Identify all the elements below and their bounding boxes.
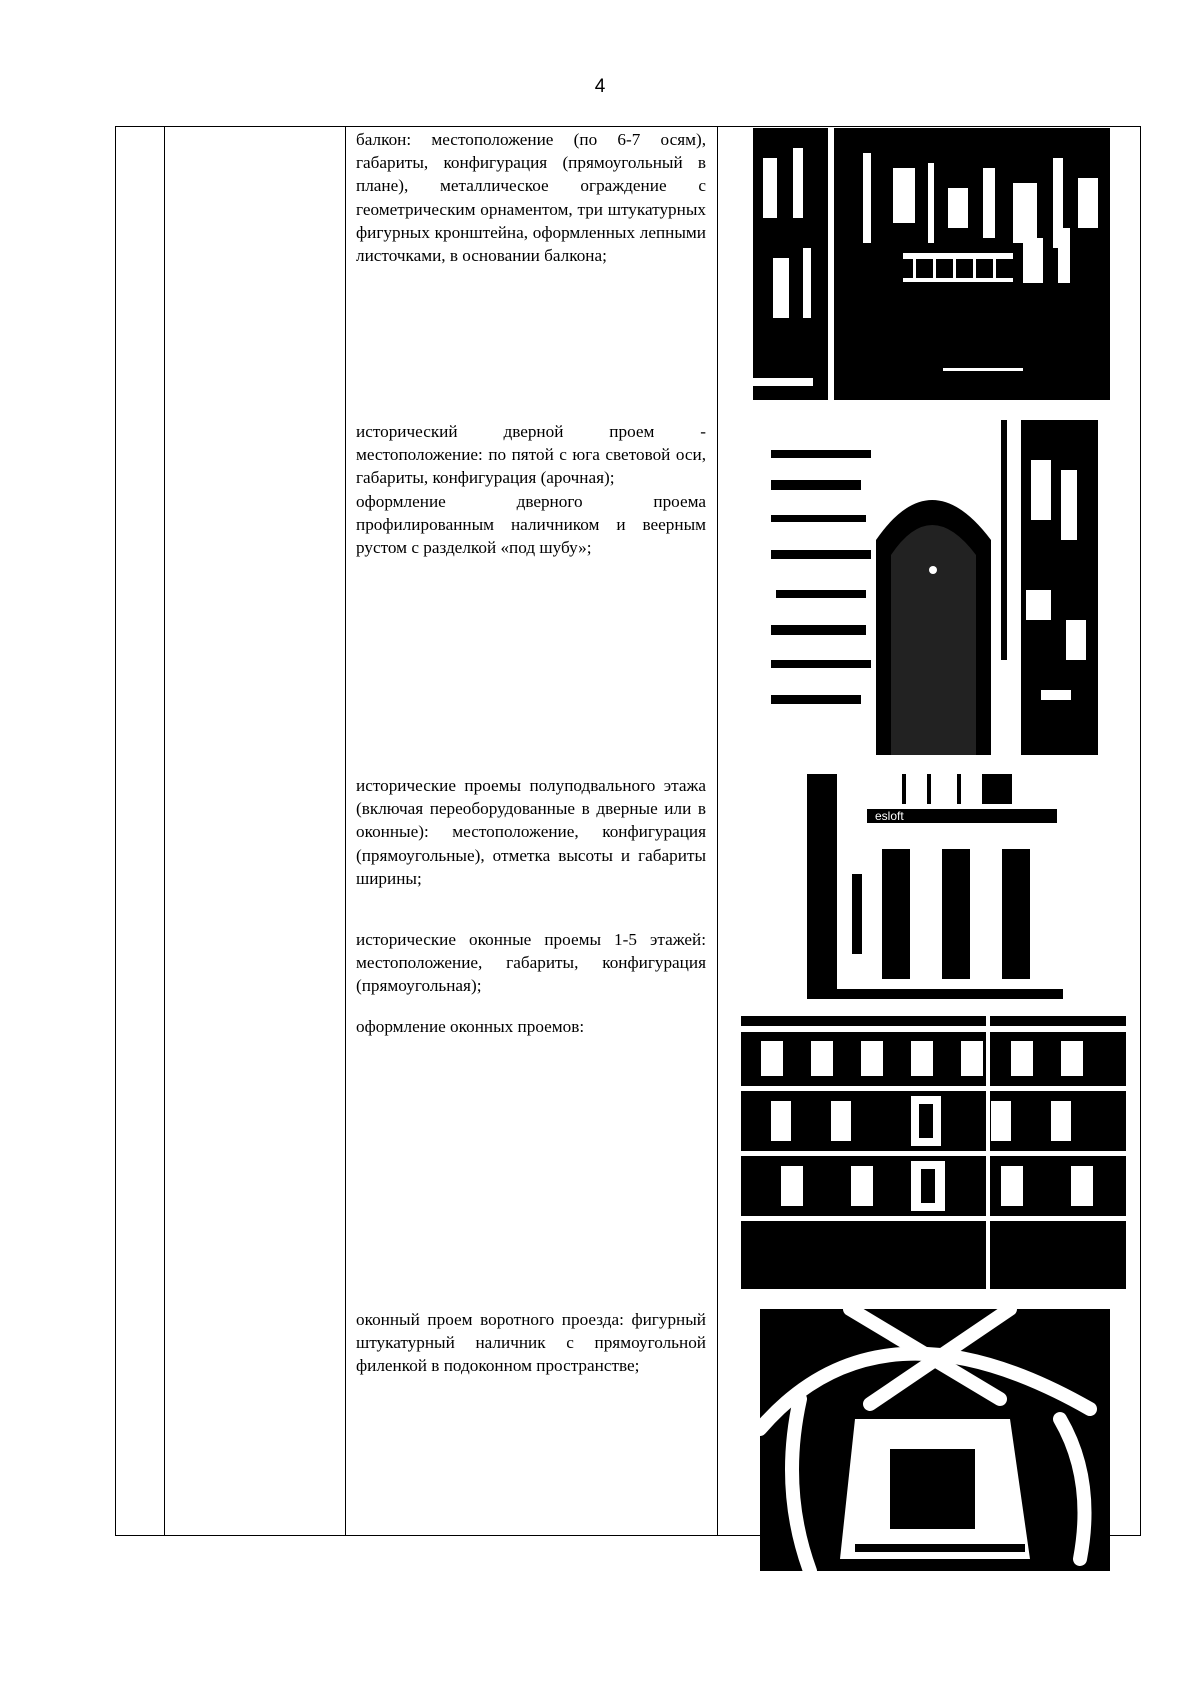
text-window-decor — [356, 1015, 706, 1038]
paragraph: оформление оконных проемов: — [356, 1017, 585, 1036]
paragraph: оконный проем воротного проезда: фигурный штукатурный наличник с прямоугольной филенкой в подоконном пространстве; — [356, 1310, 706, 1376]
paragraph: исторические оконные проемы 1-5 этажей: местоположение, габариты, конфигурация (прямоугольная); — [356, 930, 706, 996]
storefront-sign: esloft — [875, 809, 904, 823]
page-number: 4 — [594, 76, 606, 97]
photo-gate-window — [760, 1309, 1110, 1571]
text-balcony — [356, 128, 706, 267]
column-divider — [345, 126, 346, 1536]
photo-window-decor — [741, 1016, 1126, 1289]
column-divider — [717, 126, 718, 1536]
column-divider — [164, 126, 165, 1536]
paragraph: исторические проемы полуподвального этажа (включая переоборудованные в дверные или в оконные): местоположение, конфигурация (прямоугольные), отметка высоты и габариты ширины; — [356, 776, 706, 888]
photo-balcony — [753, 128, 1110, 400]
text-doorway — [356, 420, 706, 559]
text-windows — [356, 928, 706, 998]
text-basement — [356, 774, 706, 890]
text-gate-window — [356, 1308, 706, 1378]
photo-basement-openings — [807, 774, 1063, 999]
photo-arched-doorway — [771, 420, 1098, 755]
paragraph: исторический дверной проем - местоположение: по пятой с юга световой оси, габариты, конфигурация (арочная); — [356, 422, 706, 488]
paragraph: балкон: местоположение (по 6-7 осям), габариты, конфигурация (прямоугольный в плане), металлическое ограждение с геометрическим орнаментом, три штукатурных фигурных кронштейна, оформленных лепными листочками, в основании балкона; — [356, 130, 706, 266]
paragraph: оформление дверного проема профилированным наличником и веерным рустом с разделкой «под шубу»; — [356, 491, 706, 558]
